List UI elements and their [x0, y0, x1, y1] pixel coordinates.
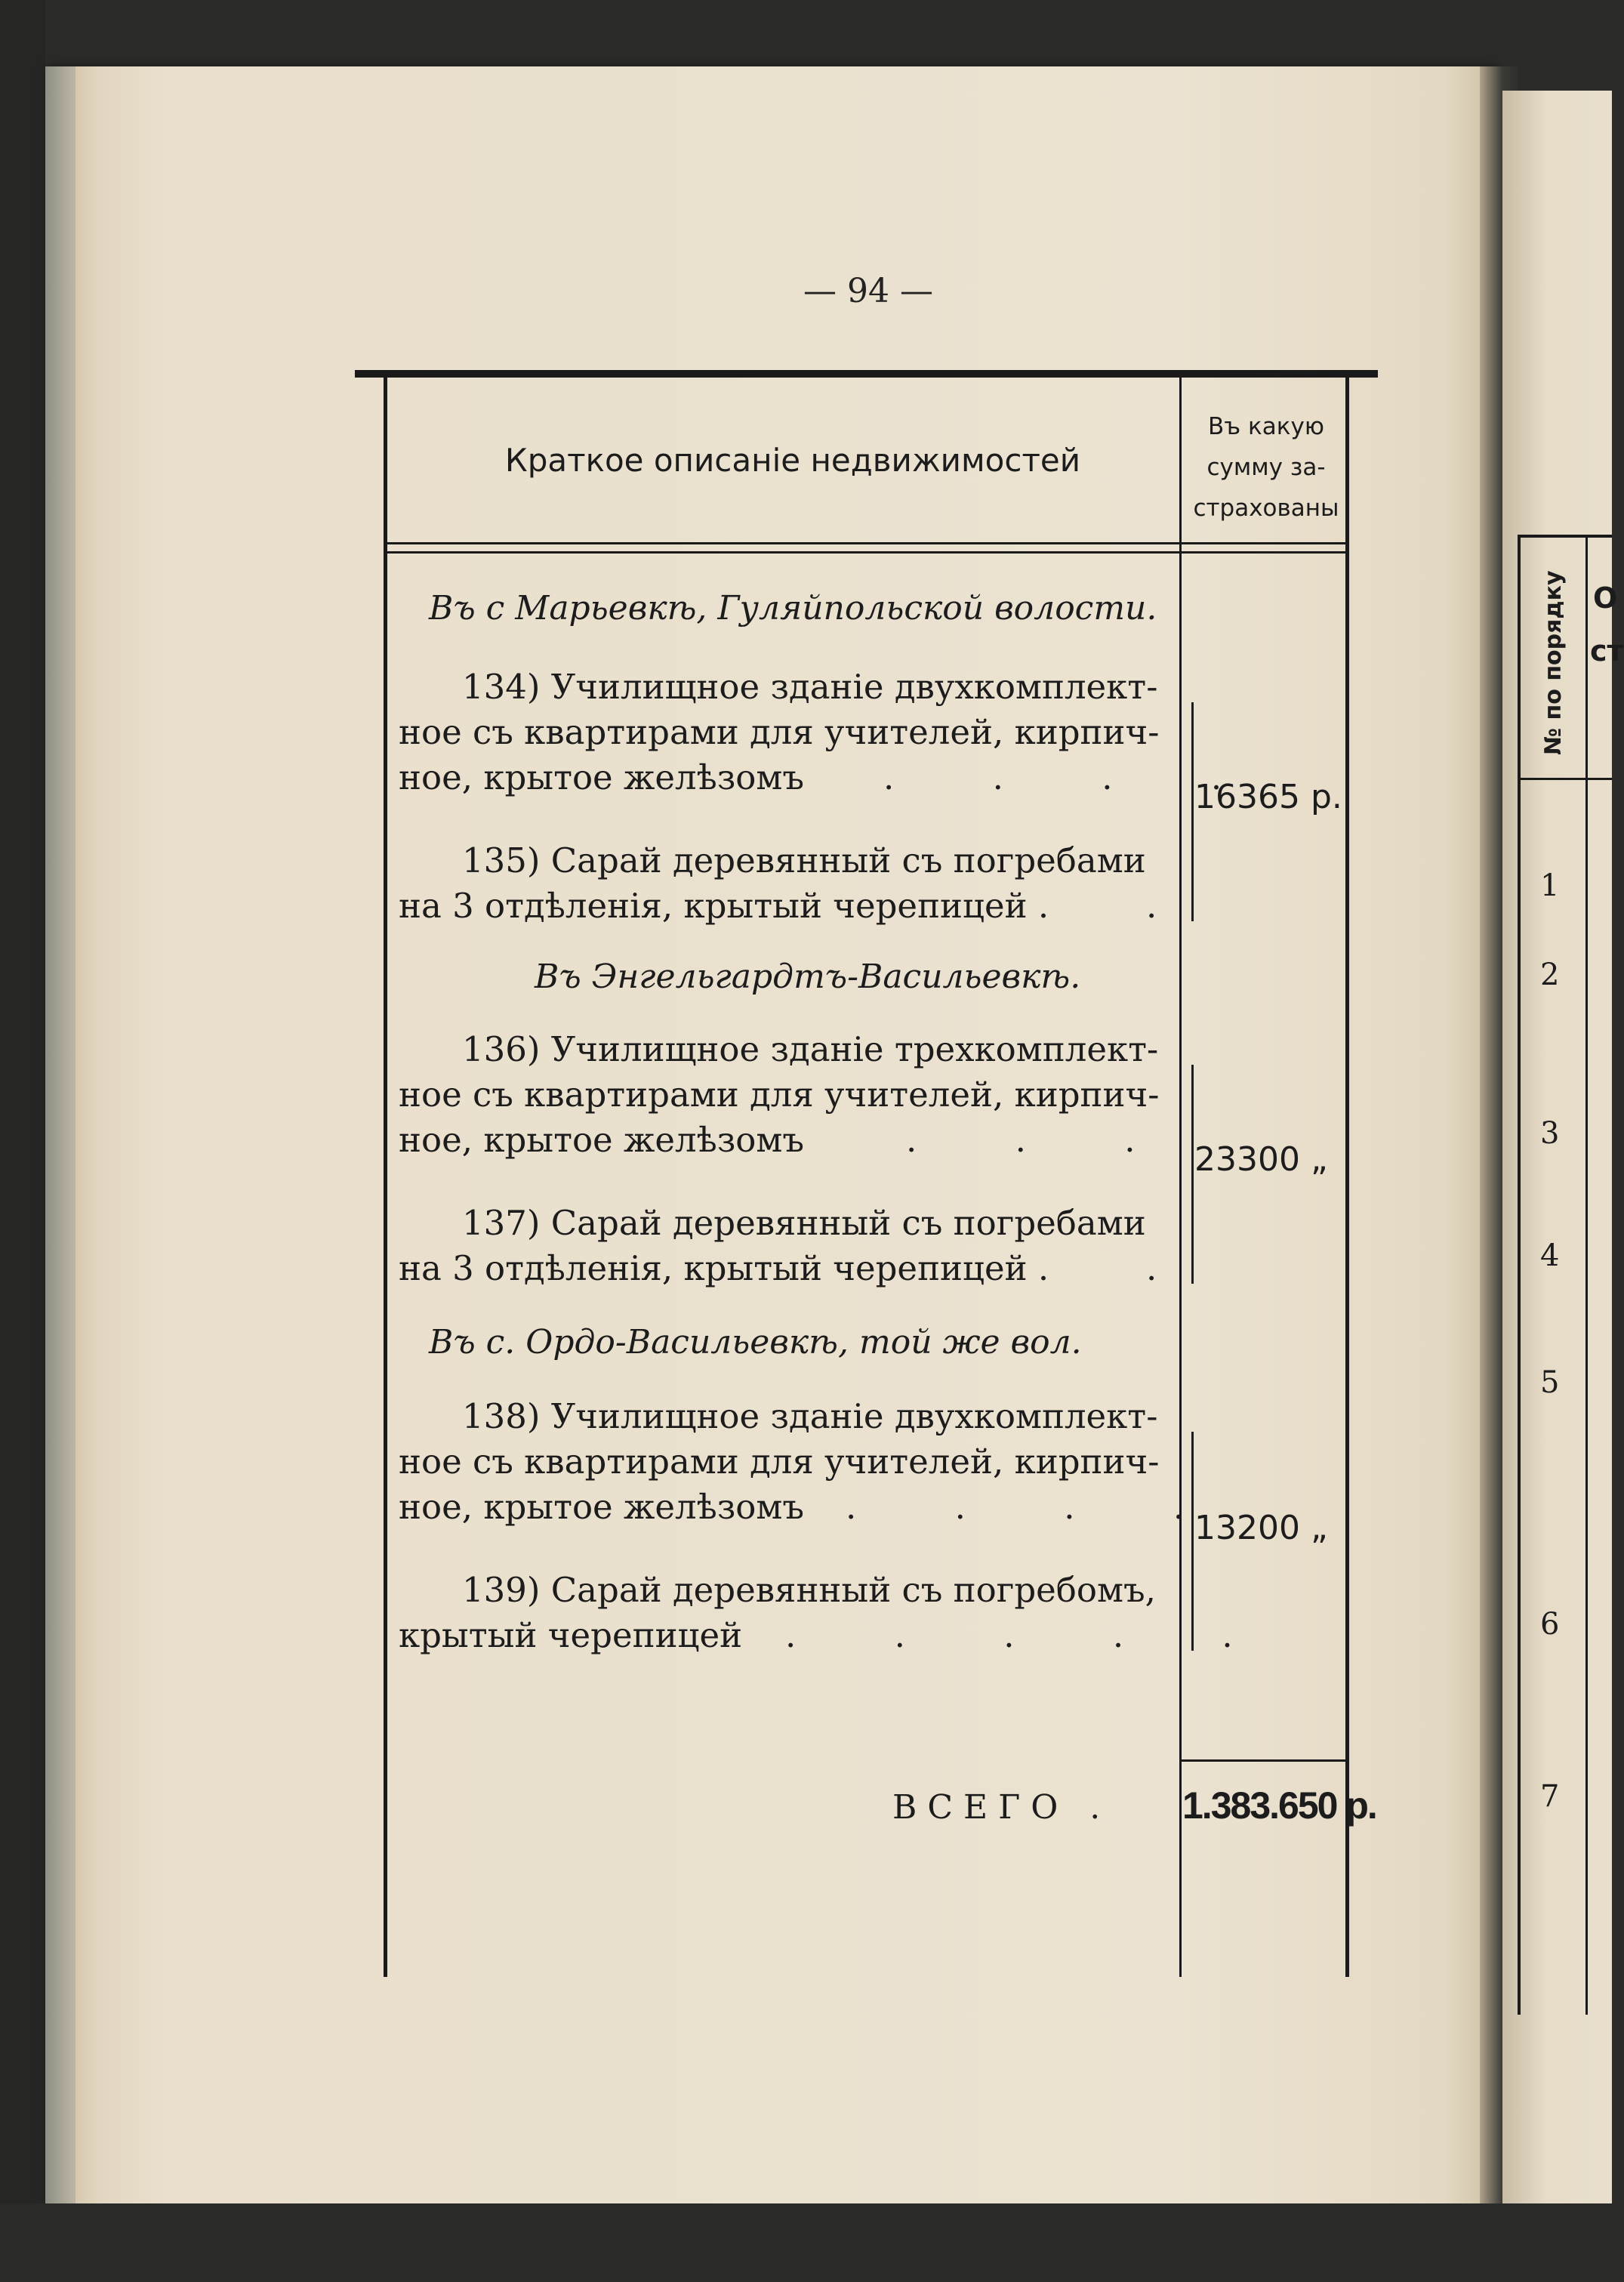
leader-dots: . [1146, 1248, 1157, 1288]
total-rule [1179, 1759, 1345, 1762]
right-page-left-border [1518, 535, 1521, 2015]
entry-line: ное, крытое желѣзомъ [399, 1487, 805, 1527]
right-page-header-rule [1518, 778, 1612, 780]
entry-line: ное, крытое желѣзомъ [399, 1120, 805, 1160]
location-heading: Въ Энгельгардтъ-Васильевкѣ. [535, 958, 1081, 996]
top-rule-thick [355, 370, 1378, 378]
row-number: 6 [1540, 1607, 1560, 1642]
header-sum-line: сумму за- [1206, 454, 1326, 481]
header-sum-line: Въ какую [1208, 413, 1324, 440]
row-number: 1 [1540, 868, 1560, 903]
entry-line: 139) Сарай деревянный съ погребомъ, [462, 1570, 1156, 1610]
row-number: 5 [1540, 1365, 1560, 1400]
right-page-column-divider [1585, 535, 1588, 2015]
header-sum-line: страхованы [1193, 495, 1339, 522]
entry-line: крытый черепицей [399, 1615, 743, 1655]
page-number: — 94 — [803, 272, 933, 310]
column-divider [1179, 378, 1182, 1977]
leader-dots: . . . . [883, 757, 1266, 797]
row-number: 4 [1540, 1238, 1560, 1273]
leader-dots: . [1146, 886, 1157, 926]
leader-dots: . . . [906, 1120, 1179, 1160]
background-bottom [0, 2203, 1612, 2282]
right-border [1345, 378, 1349, 1977]
row-number: 2 [1540, 958, 1560, 992]
book-spine [0, 0, 45, 2282]
header-rule-2 [387, 551, 1345, 554]
entry-line: ное съ квартирами для учителей, кирпич- [399, 1075, 1160, 1115]
entry-line: на 3 отдѣленія, крытый черепицей . [399, 886, 1049, 926]
left-border [384, 378, 387, 1977]
entry-135 [399, 838, 1146, 929]
amount-2: 23300 „ [1194, 1140, 1328, 1179]
entry-line: на 3 отдѣленія, крытый черепицей . [399, 1248, 1049, 1288]
header-rule-1 [387, 542, 1345, 544]
amount-3: 13200 „ [1194, 1509, 1328, 1547]
right-page-column-header: № по порядку [1540, 570, 1567, 755]
entry-line: ное съ квартирами для учителей, кирпич- [399, 1442, 1160, 1482]
right-page-top-rule [1518, 535, 1612, 538]
entry-line: 135) Сарай деревянный съ погребами [462, 840, 1146, 880]
header-sum [1187, 406, 1345, 529]
cover-edge [45, 66, 75, 2203]
entry-line: ное съ квартирами для учителей, кирпич- [399, 712, 1160, 752]
entry-line: 134) Училищное зданіе двухкомплект- [462, 667, 1158, 707]
right-page-fragment: ст [1590, 634, 1624, 668]
total-label: ВСЕГО . [892, 1788, 1111, 1827]
entry-line: 138) Училищное зданіе двухкомплект- [462, 1396, 1158, 1436]
leader-dots: . . . . . [785, 1615, 1277, 1655]
leader-dots: . . . . [846, 1487, 1228, 1527]
entry-line: 136) Училищное зданіе трехкомплект- [462, 1029, 1159, 1069]
entry-line: 137) Сарай деревянный съ погребами [462, 1203, 1146, 1243]
right-page-fragment: О [1593, 581, 1618, 615]
total-amount: 1.383.650 р. [1182, 1784, 1376, 1827]
entry-137 [399, 1201, 1146, 1291]
row-number: 3 [1540, 1116, 1560, 1151]
location-heading: Въ с. Ордо-Васильевкѣ, той же вол. [429, 1323, 1082, 1361]
location-heading: Въ с Марьевкѣ, Гуляйпольской волости. [429, 589, 1157, 628]
entry-line: ное, крытое желѣзомъ [399, 757, 805, 797]
header-description: Краткое описаніе недвижимостей [504, 442, 1081, 479]
amount-1: 16365 р. [1194, 778, 1342, 816]
row-number: 7 [1540, 1779, 1560, 1814]
